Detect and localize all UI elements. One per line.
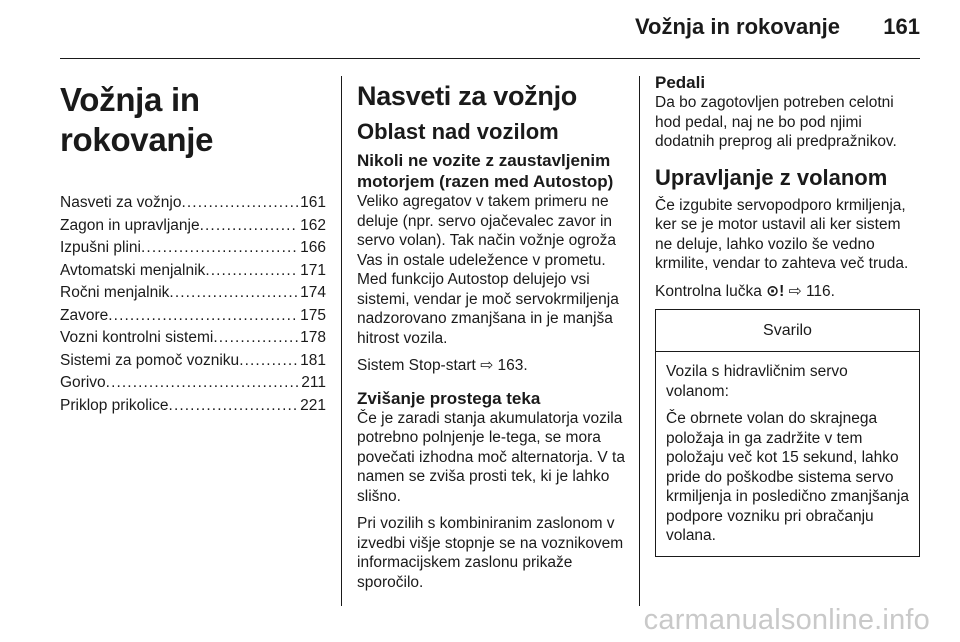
toc-entry-page: 161 <box>300 194 326 211</box>
toc-entry[interactable] <box>60 192 326 215</box>
steering-warning-light-icon: ⊙! <box>766 282 785 300</box>
toc-entry[interactable] <box>60 327 326 350</box>
toc-entry-page: 178 <box>300 329 326 346</box>
cross-reference-warning-light[interactable] <box>655 282 920 302</box>
ref-page: 163. <box>497 357 528 374</box>
toc-entry[interactable] <box>60 282 326 305</box>
paragraph-pedals: Da bo zagotovljen potreben celotni hod pedal, naj ne bo pod njimi dodatnih preprog ali predpražnikov. <box>655 94 897 150</box>
toc-entry-label: Izpušni plini <box>60 239 141 256</box>
subsection-heading-steering: Upravljanje z volanom <box>655 164 888 190</box>
toc-entry-label: Zagon in upravljanje <box>60 216 200 234</box>
toc-entry[interactable] <box>60 305 326 328</box>
chapter-toc-column <box>60 72 326 417</box>
paragraph-display-message: Pri vozilih s kombiniranim zaslonom v izvedbi višje stopnje se na voznikovem informacijskem zaslonu prikaže sporočilo. <box>357 515 624 591</box>
toc-entry[interactable] <box>60 372 326 395</box>
toc-entry-page: 221 <box>300 396 326 414</box>
subsection-heading-vehicle-control: Oblast nad vozilom <box>357 119 559 144</box>
watermark-text: carmanualsonline.info <box>643 604 930 636</box>
topic-heading-pedals: Pedali <box>655 73 706 92</box>
toc-entry[interactable] <box>60 215 326 238</box>
toc-entry-page: 174 <box>300 284 326 301</box>
page-reference-arrow-icon: ⇨ <box>788 282 802 300</box>
toc-entry-page: 162 <box>300 216 326 234</box>
toc-entry-label: Gorivo <box>60 374 106 391</box>
pedals-steering-column <box>655 72 920 557</box>
warning-title: Svarilo <box>656 310 919 352</box>
toc-entry-label: Sistemi za pomoč vozniku <box>60 351 240 369</box>
toc-leader-dots <box>205 260 298 283</box>
warning-box <box>655 309 920 557</box>
toc-entry-label: Ročni menjalnik <box>60 284 170 301</box>
chapter-title: Vožnja in rokovanje <box>60 81 214 158</box>
toc-entry-page: 211 <box>301 374 326 391</box>
toc-entry-page: 181 <box>300 351 326 369</box>
ref-label: Kontrolna lučka <box>655 282 762 300</box>
toc-leader-dots <box>108 305 298 328</box>
toc-entry-page: 175 <box>300 306 326 324</box>
toc-entry-label: Avtomatski menjalnik <box>60 261 206 279</box>
warning-paragraph-1: Vozila s hidravličnim servo volanom: <box>666 363 848 400</box>
toc-entry[interactable] <box>60 260 326 283</box>
topic-heading-idle-speed: Zvišanje prostega teka <box>357 388 541 408</box>
page-number: 161 <box>883 14 920 39</box>
toc-entry[interactable] <box>60 395 326 418</box>
column-divider-1 <box>341 76 342 606</box>
page-reference-arrow-icon: ⇨ <box>480 357 494 374</box>
toc-leader-dots <box>213 327 298 350</box>
toc-leader-dots <box>169 282 298 305</box>
toc-leader-dots <box>141 237 298 260</box>
column-divider-2 <box>639 76 640 606</box>
toc-entry[interactable] <box>60 237 326 260</box>
warning-paragraph-2: Če obrnete volan do skrajnega položaja in ga zadržite v tem položaju več kot 15 sekund, lahko pride do poškodbe sistema servo krmiljenja in posledično zmanjšanja podpore vozniku pri obračanju volana. <box>666 410 909 544</box>
paragraph-steering: Če izgubite servopodporo krmiljenja, ker se je motor ustavil ali ker sistem ne deluje, lahko vozilo še vedno krmilite, vendar to zahteva več truda. <box>655 196 909 272</box>
toc-entry-label: Zavore <box>60 306 109 324</box>
running-header-title: Vožnja in rokovanje <box>635 14 840 39</box>
toc-leader-dots <box>200 215 299 238</box>
toc-entry-page: 171 <box>300 261 326 279</box>
header-divider <box>60 58 920 59</box>
ref-label: Sistem Stop-start <box>357 357 476 374</box>
toc-list <box>60 192 326 417</box>
toc-leader-dots <box>106 372 300 395</box>
toc-entry-label: Nasveti za vožnjo <box>60 194 182 211</box>
toc-leader-dots <box>169 395 299 418</box>
toc-leader-dots <box>239 350 298 373</box>
toc-entry-page: 166 <box>300 239 326 256</box>
ref-page: 116. <box>805 282 835 300</box>
toc-entry-label: Vozni kontrolni sistemi <box>60 329 214 346</box>
paragraph-idle-speed: Če je zaradi stanja akumulatorja vozila potrebno polnjenje le-tega, se mora povečati izhodna moč alternatorja. V ta namen se zviša prosti tek, ki je lahko slišno. <box>357 409 625 505</box>
section-heading-driving-tips: Nasveti za vožnjo <box>357 81 577 111</box>
topic-heading-engine-off: Nikoli ne vozite z zaustavljenim motorjem (razen med Autostop) <box>357 151 614 191</box>
toc-entry[interactable] <box>60 350 326 373</box>
toc-entry-label: Priklop prikolice <box>60 396 169 414</box>
toc-leader-dots <box>181 192 298 215</box>
cross-reference-stop-start[interactable] <box>357 356 625 376</box>
warning-body <box>656 352 919 556</box>
driving-tips-column <box>357 72 625 600</box>
paragraph-engine-off: Veliko agregatov v takem primeru ne deluje (npr. servo ojačevalec zavor in servo volan). Tak način vožnje ogroža Vas in ostale udeležence v prometu. Med funkcijo Autostop delujejo vsi sistemi, vendar je moč servokrmiljenja nadzorovano zmanjšana in je manjša hitrost vozila. <box>357 193 619 347</box>
